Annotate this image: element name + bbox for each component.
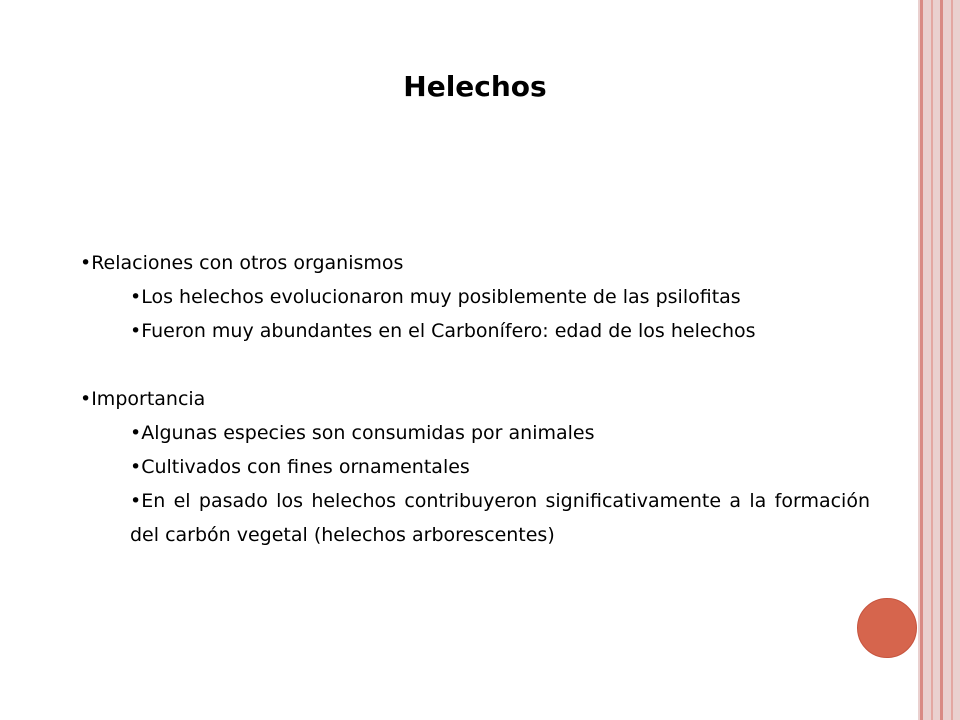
border-stripe <box>951 0 953 720</box>
bullet-item: •Cultivados con fines ornamentales <box>130 456 470 478</box>
slide-title: Helechos <box>403 70 547 103</box>
bullet-item: •En el pasado los helechos contribuyeron significativamente a la formación del carbón vegetal (helechos arborescentes) <box>130 490 870 546</box>
border-stripe <box>931 0 933 720</box>
bullet-item: •Algunas especies son consumidas por animales <box>130 422 595 444</box>
border-stripe <box>940 0 943 720</box>
bullet-item: •Fueron muy abundantes en el Carbonífero: edad de los helechos <box>130 320 756 342</box>
right-border-decoration <box>918 0 960 720</box>
slide-content <box>80 246 870 552</box>
decorative-circle <box>857 598 917 658</box>
spacer <box>80 348 870 382</box>
bullet-item: •Los helechos evolucionaron muy posiblemente de las psilofitas <box>130 286 741 308</box>
border-stripe <box>920 0 923 720</box>
section-heading-importancia: •Importancia <box>80 388 206 410</box>
section-heading-relaciones: •Relaciones con otros organismos <box>80 252 404 274</box>
